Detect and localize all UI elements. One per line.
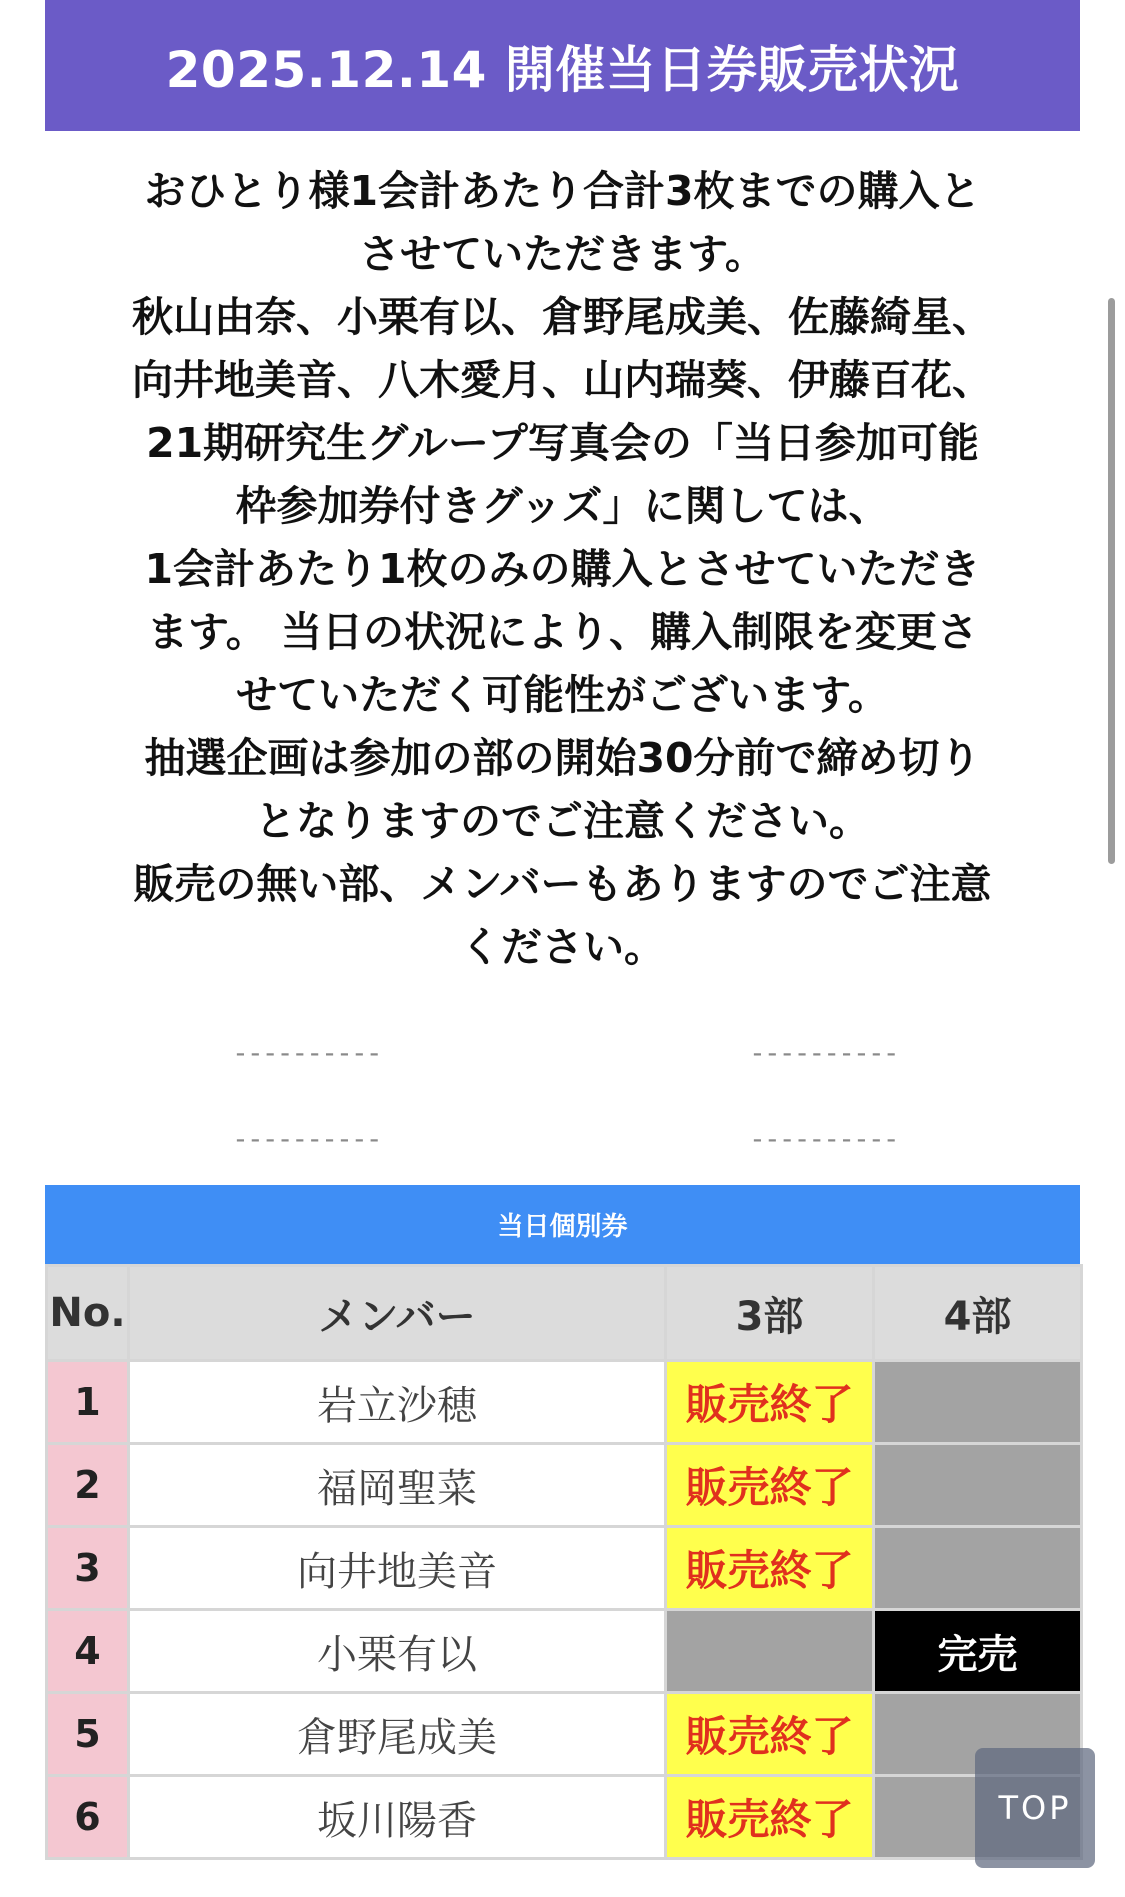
table-row xyxy=(47,1776,1082,1859)
notice-line: 枠参加券付きグッズ」に関しては、 xyxy=(235,482,890,530)
status-table xyxy=(45,1264,1083,1860)
table-caption xyxy=(45,1185,1080,1264)
part4-status xyxy=(874,1444,1082,1527)
back-to-top-label: TOP xyxy=(998,1789,1072,1827)
notice-line: ます。 当日の状況により、購入制限を変更さ xyxy=(147,608,978,656)
part3-status xyxy=(666,1610,874,1693)
purchase-notice xyxy=(45,160,1080,979)
row-number: 4 xyxy=(47,1610,129,1693)
table-row xyxy=(47,1693,1082,1776)
notice-line: 1会計あたり1枚のみの購入とさせていただき xyxy=(144,545,981,593)
table-row xyxy=(47,1527,1082,1610)
member-name: 小栗有以 xyxy=(129,1610,666,1693)
ticket-status-table xyxy=(45,1185,1080,1860)
part3-status: 販売終了 xyxy=(666,1444,874,1527)
notice-line: 向井地美音、八木愛月、山内瑞葵、伊藤百花、 xyxy=(132,356,993,404)
row-number: 1 xyxy=(47,1361,129,1444)
part4-status: 完売 xyxy=(874,1610,1082,1693)
notice-line: させていただきます。 xyxy=(359,230,766,278)
part3-status: 販売終了 xyxy=(666,1361,874,1444)
row-number: 6 xyxy=(47,1776,129,1859)
row-number: 5 xyxy=(47,1693,129,1776)
notice-line: 秋山由奈、小栗有以、倉野尾成美、佐藤綺星、 xyxy=(132,293,993,341)
table-caption-text: 当日個別券 xyxy=(497,1212,628,1242)
header-part4: 4部 xyxy=(874,1266,1082,1361)
table-header-row xyxy=(47,1266,1082,1361)
member-name: 坂川陽香 xyxy=(129,1776,666,1859)
table-row xyxy=(47,1361,1082,1444)
table-row xyxy=(47,1444,1082,1527)
notice-line: となりますのでご注意ください。 xyxy=(255,797,870,845)
notice-line: 21期研究生グループ写真会の「当日参加可能 xyxy=(146,419,979,467)
table-row xyxy=(47,1610,1082,1693)
page-title-text: 2025.12.14 開催当日券販売状況 xyxy=(165,40,960,99)
back-to-top-button[interactable] xyxy=(975,1748,1095,1868)
notice-line: おひとり様1会計あたり合計3枚までの購入と xyxy=(144,167,981,215)
placeholder-dashes: ---------- xyxy=(232,1122,381,1155)
notice-line: 抽選企画は参加の部の開始30分前で締め切り xyxy=(144,734,981,782)
row-number: 3 xyxy=(47,1527,129,1610)
notice-line: せていただく可能性がございます。 xyxy=(236,671,889,719)
member-name: 岩立沙穂 xyxy=(129,1361,666,1444)
placeholder-dashes: ---------- xyxy=(749,1122,898,1155)
header-member: メンバー xyxy=(129,1266,666,1361)
header-part3: 3部 xyxy=(666,1266,874,1361)
placeholder-dashes: ---------- xyxy=(232,1036,381,1069)
part3-status: 販売終了 xyxy=(666,1527,874,1610)
part4-status xyxy=(874,1361,1082,1444)
page-scrollbar[interactable] xyxy=(1108,298,1115,864)
member-name: 福岡聖菜 xyxy=(129,1444,666,1527)
part3-status: 販売終了 xyxy=(666,1693,874,1776)
header-no: No. xyxy=(47,1266,129,1361)
notice-line: ください。 xyxy=(460,923,665,971)
page-title xyxy=(45,0,1080,131)
row-number: 2 xyxy=(47,1444,129,1527)
member-name: 倉野尾成美 xyxy=(129,1693,666,1776)
part4-status xyxy=(874,1527,1082,1610)
part3-status: 販売終了 xyxy=(666,1776,874,1859)
notice-line: 販売の無い部、メンバーもありますのでご注意 xyxy=(133,860,992,908)
member-name: 向井地美音 xyxy=(129,1527,666,1610)
placeholder-dashes: ---------- xyxy=(749,1036,898,1069)
